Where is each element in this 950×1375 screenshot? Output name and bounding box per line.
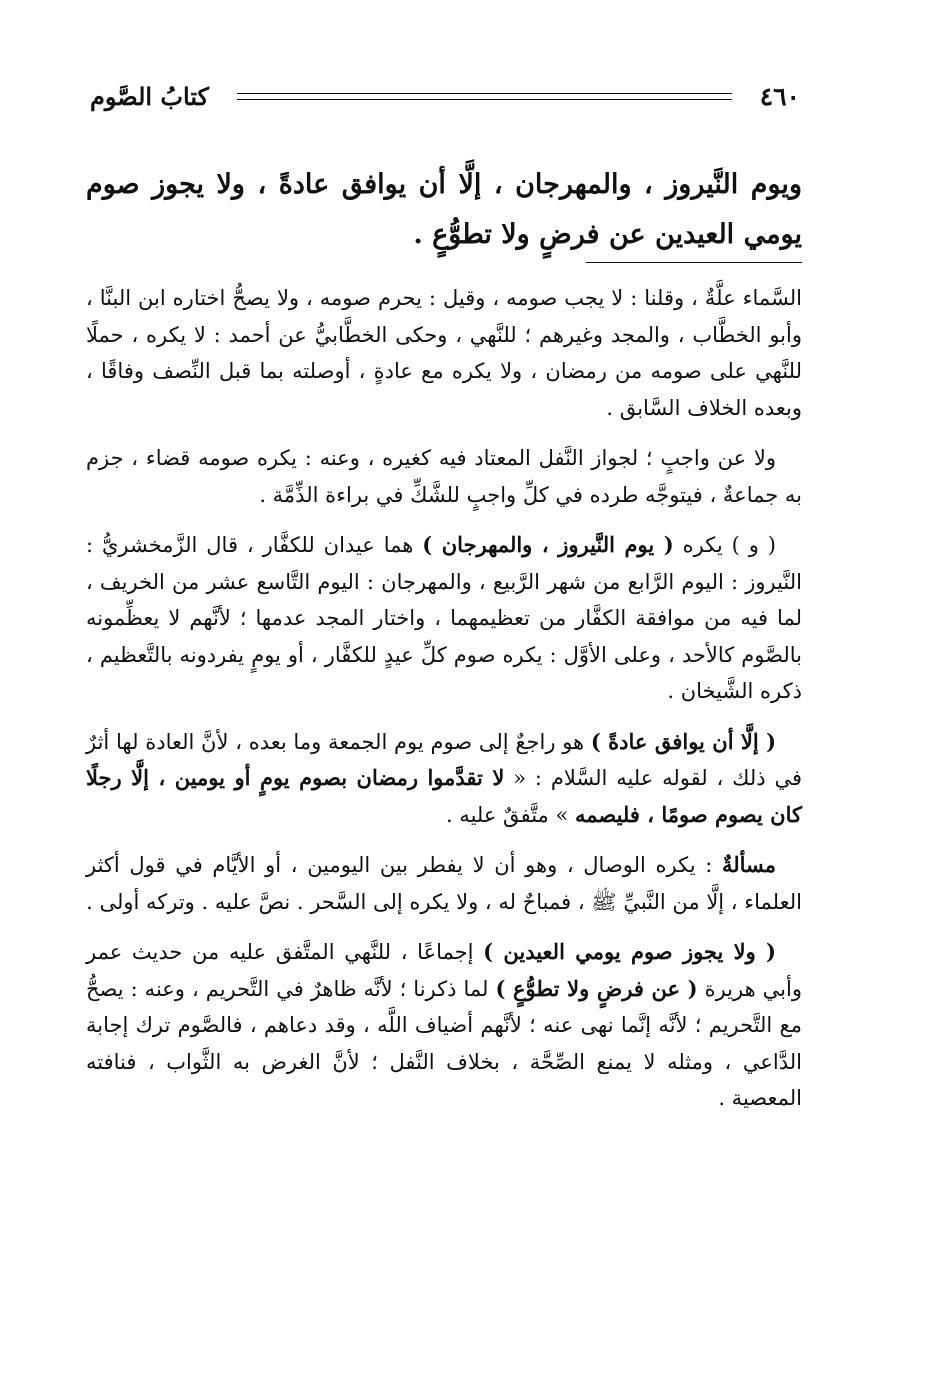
commentary-text: إجماعًا ، للنَّهي المتَّفق عليه من حديث عمر وأبي هريرة: [86, 940, 802, 1001]
main-text: ويوم النَّيروز ، والمهرجان ، إلَّا أن يوافق عادةً ، ولا يجوز صوم يومي العيدين عن فرضٍ ولا تطوُّعٍ .: [86, 169, 802, 250]
page-number: ٤٦٠: [759, 81, 800, 111]
book-title: كتابُ الصَّوم: [90, 81, 209, 111]
quoted-main-text: ( يوم النَّيروز ، والمهرجان ): [422, 532, 674, 557]
header-divider: [237, 93, 732, 100]
commentary-text: » متَّفقٌ عليه .: [445, 802, 575, 827]
commentary: [86, 280, 802, 1131]
page-header: [90, 76, 800, 116]
commentary-paragraph-5: [86, 847, 802, 920]
commentary-paragraph-6: [86, 934, 802, 1117]
quoted-main-text: ( إلَّا أن يوافق عادةً ): [590, 728, 777, 754]
commentary-text: هما عيدان للكفَّار ، قال الزَّمخشريُّ : النَّيروز : اليوم الرَّابع من شهر الرَّبيع ، والمهرجان : اليوم التَّاسع عشر من الخريف ، لما فيه من موافقة الكفَّار من تعظيمهما ، واختار المجد عدمها ؛ لأنَّهم لا يعظِّمونه بالصَّوم كالأحد ، وعلى الأوَّل : يكره صوم كلِّ عيدٍ للكفَّار ، أو يومٍ يفردونه بالتَّعظيم ، ذكره الشَّيخان .: [86, 533, 802, 703]
hadith-quote: لا تقدَّموا رمضان بصوم يومٍ أو يومين ، إلَّا رجلًا كان يصوم صومًا ، فليصمه: [86, 765, 802, 827]
quoted-main-text: ( عن فرضٍ ولا تطوُّعٍ ): [495, 975, 698, 1001]
commentary-text: : يكره الوصال ، وهو أن لا يفطر بين اليومين ، أو الأيَّام في قول أكثر العلماء ، إلَّا من النَّبيِّ ﷺ ، فمباحٌ له ، ولا يكره إلى السَّحر . نصَّ عليه . وتركه أولى .: [86, 853, 802, 914]
commentary-text: هو راجعٌ إلى صوم يوم الجمعة وما بعده ، لأنَّ العادة لها أثرٌ في ذلك ، لقوله عليه السَّلام : «: [86, 729, 802, 790]
commentary-paragraph-4: [86, 724, 802, 834]
commentary-paragraph-2: ولا عن واجبٍ ؛ لجواز النَّفل المعتاد فيه كغيره ، وعنه : يكره صومه قضاء ، جزم به جماعةٌ ، فيتوجَّه طرده في كلِّ واجبٍ للشَّكِّ في براءة الذِّمَّة .: [86, 446, 802, 507]
quoted-main-text: ( ولا يجوز صوم يومي العيدين ): [483, 939, 776, 964]
commentary-paragraph-3: [86, 527, 802, 710]
commentary-text: لما ذكرنا ؛ لأنَّه ظاهرٌ في التَّحريم ، وعنه : يصحُّ مع التَّحريم ؛ لأنَّه إنَّما نهى عنه ؛ لأنَّهم أضياف اللَّه ، وقد دعاهم ، فالصَّوم ترك إجابة الدَّاعي ، ومثله لا يمنع الصِّحَّة ، بخلاف النَّفل ؛ لأنَّ الغرض به الثَّواب ، فنافته المعصية .: [86, 976, 802, 1110]
main-text-divider: [586, 262, 802, 263]
commentary-text: ( و ) يكره: [673, 533, 776, 557]
issue-heading: مسألةٌ: [721, 852, 776, 877]
commentary-paragraph-1: السَّماء علَّةٌ ، وقلنا : لا يجب صومه ، وقيل : يحرم صومه ، ولا يصحُّ اختاره ابن البنَّا ، وأبو الخطَّاب ، والمجد وغيرهم ؛ للنَّهي ، وحكى الخطَّابيُّ عن أحمد : لا يكره ، حملًا للنَّهي على صومه من رمضان ، ولا يكره مع عادةٍ ، أوصلته بما قبل النِّصف وفاقًا ، وبعده الخلاف السَّابق .: [86, 286, 802, 420]
